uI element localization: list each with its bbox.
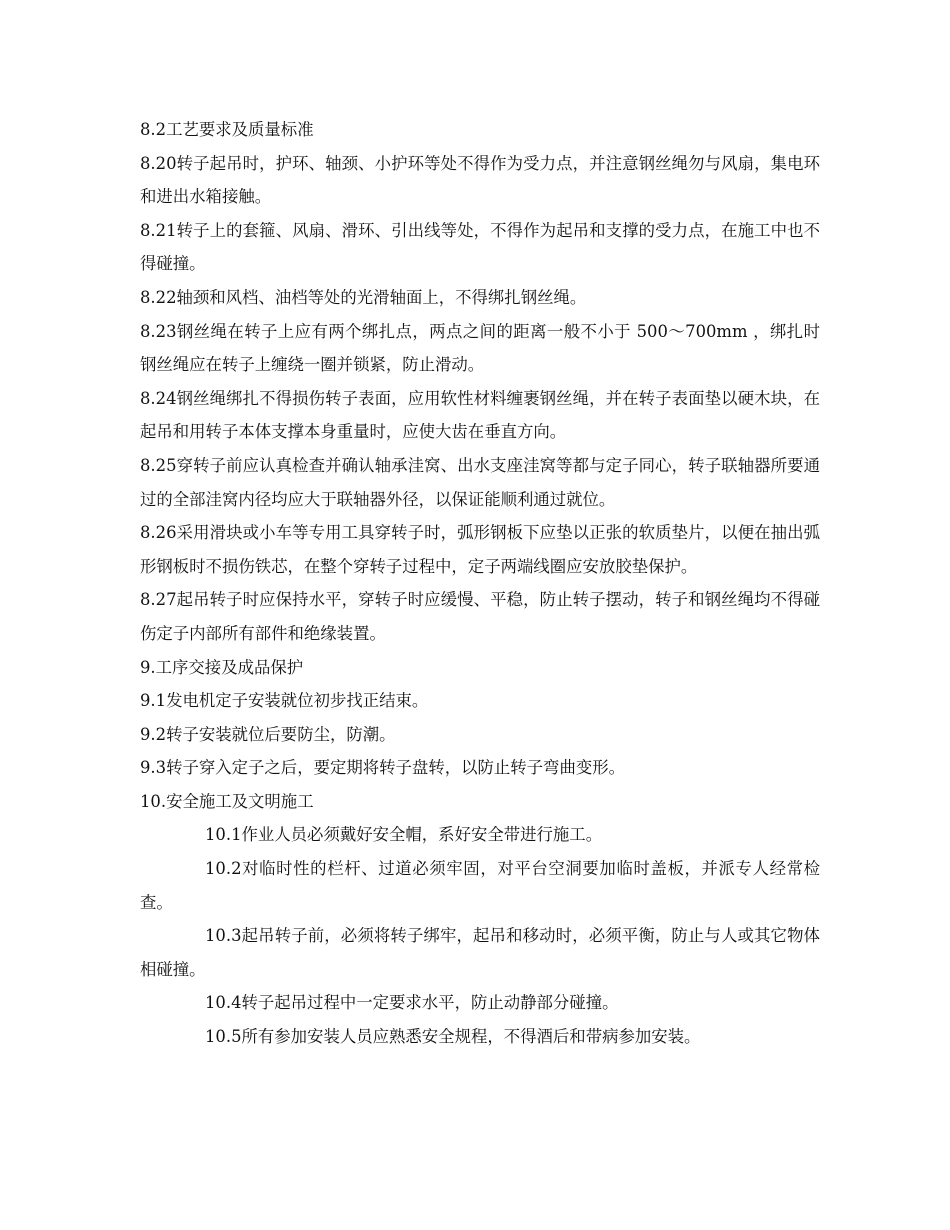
paragraph: 8.20转子起吊时，护环、轴颈、小护环等处不得作为受力点，并注意钢丝绳勿与风扇，集电环和进出水箱接触。 [140,153,820,207]
paragraph: 9.1发电机定子安装就位初步找正结束。 [140,691,429,711]
paragraph: 10.4转子起吊过程中一定要求水平，防止动静部分碰撞。 [205,993,619,1013]
paragraph: 8.24钢丝绳绑扎不得损伤转子表面，应用软性材料缠裹钢丝绳，并在转子表面垫以硬木块，在起吊和用转子本体支撑本身重量时，应使大齿在垂直方向。 [140,388,820,442]
paragraph: 8.22轴颈和风档、油档等处的光滑轴面上，不得绑扎钢丝绳。 [140,287,587,307]
paragraph: 8.2工艺要求及质量标准 [140,120,314,139]
paragraph: 9.工序交接及成品保护 [140,657,304,677]
paragraph: 8.25穿转子前应认真检查并确认轴承洼窝、出水支座洼窝等都与定子同心，转子联轴器所要通过的全部洼窝内径均应大于联轴器外径，以保证能顺利通过就位。 [140,455,820,509]
paragraph: 9.3转子穿入定子之后，要定期将转子盘转，以防止转子弯曲变形。 [140,758,626,778]
paragraph: 10.1作业人员必须戴好安全帽，系好安全带进行施工。 [205,825,603,845]
paragraph: 10.5所有参加安装人员应熟悉安全规程，不得酒后和带病参加安装。 [205,1027,701,1047]
paragraph: 9.2转子安装就位后要防尘，防潮。 [140,724,396,744]
paragraph: 8.27起吊转子时应保持水平，穿转子时应缓慢、平稳，防止转子摆动，转子和钢丝绳均不得碰伤定子内部所有部件和绝缘装置。 [140,590,820,643]
paragraph: 8.23钢丝绳在转子上应有两个绑扎点，两点之间的距离一般不小于 500～700mm ，绑扎时钢丝绳应在转子上缠绕一圈并锁紧，防止滑动。 [140,321,820,375]
paragraph: 10.3起吊转子前，必须将转子绑牢，起吊和移动时，必须平衡，防止与人或其它物体相碰撞。 [140,926,820,979]
paragraph: 10.2对临时性的栏杆、过道必须牢固，对平台空洞要加临时盖板，并派专人经常检查。 [140,859,820,912]
paragraph: 10.安全施工及文明施工 [140,791,314,811]
paragraph: 8.21转子上的套箍、风扇、滑环、引出线等处，不得作为起吊和支撑的受力点，在施工中也不得碰撞。 [140,220,820,274]
paragraph: 8.26采用滑块或小车等专用工具穿转子时，弧形钢板下应垫以正张的软质垫片，以便在抽出弧形钢板时不损伤铁芯，在整个穿转子过程中，定子两端线圈应安放胶垫保护。 [140,523,820,576]
document-page [140,113,820,1054]
